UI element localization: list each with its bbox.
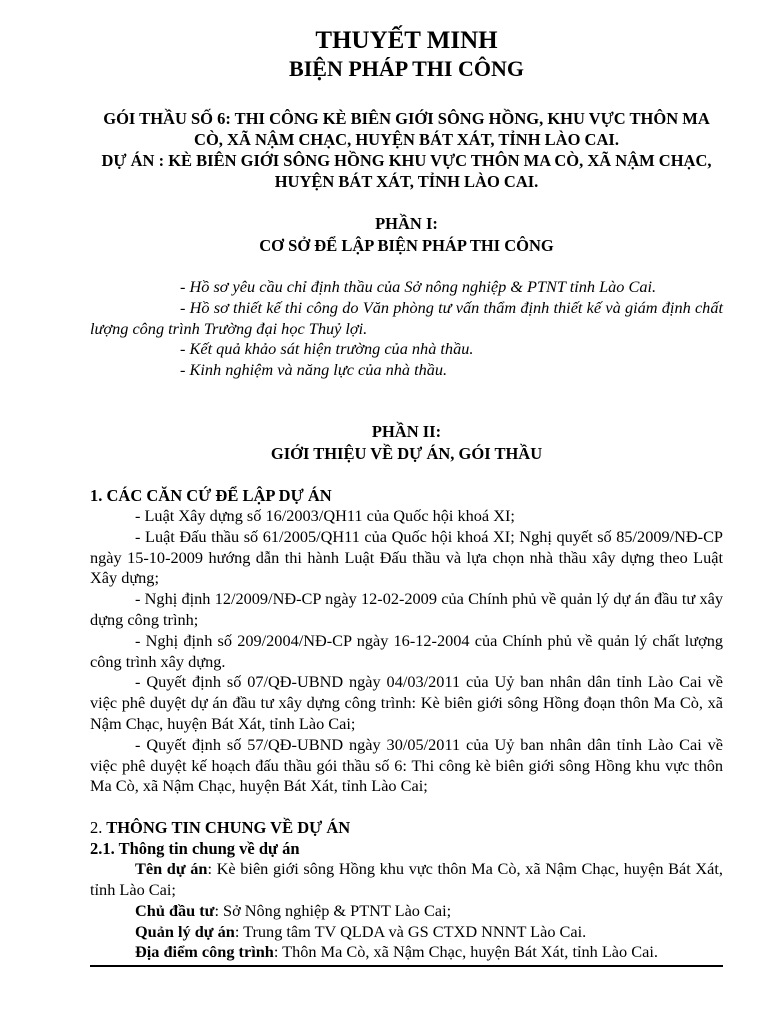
field-label: Tên dự án [135, 859, 208, 879]
list-item: - Luật Xây dựng số 16/2003/QH11 của Quốc hội khoá XI; [135, 505, 515, 525]
list-item: - Nghị định số 209/2004/NĐ-CP ngày 16-12-2004 của Chính phủ về quản lý chất lượng công trình xây dựng. [90, 630, 723, 671]
list-item: - Nghị định 12/2009/NĐ-CP ngày 12-02-2009 của Chính phủ về quản lý dự án đầu tư xây dựng công trình; [90, 589, 723, 629]
part2-label: PHẦN II: [371, 421, 442, 441]
field-value: : Sở Nông nghiệp & PTNT Lào Cai; [214, 900, 452, 920]
list-item: - Hồ sơ yêu cầu chỉ định thầu của Sở nông nghiệp & PTNT tỉnh Lào Cai. [180, 277, 657, 296]
list-item: - Quyết định số 57/QĐ-UBND ngày 30/05/2011 của Uỷ ban nhân dân tỉnh Lào Cai về việc phê duyệt kế hoạch đấu thầu gói thầu số 6: Thi công kè biên giới sông Hồng khu vực thôn Ma Cò, xã Nậm Chạc, huyện Bát Xát, tỉnh Lào Cai; [90, 734, 723, 796]
list-item: - Kết quả khảo sát hiện trường của nhà thầu. [180, 339, 474, 359]
part1-label: PHẦN I: [375, 214, 438, 233]
field-investor [90, 901, 723, 922]
field-management [90, 922, 723, 943]
list-item: - Kinh nghiệm và năng lực của nhà thầu. [180, 360, 448, 380]
section1-heading: 1. CÁC CĂN CỨ ĐỂ LẬP DỰ ÁN [90, 485, 332, 505]
part1-title: CƠ SỞ ĐỂ LẬP BIỆN PHÁP THI CÔNG [259, 236, 554, 255]
field-project-name [90, 859, 723, 901]
section2-title: THÔNG TIN CHUNG VỀ DỰ ÁN [106, 818, 351, 838]
field-label: Quản lý dự án [135, 921, 235, 941]
field-value: : Trung tâm TV QLDA và GS CTXD NNNT Lào Cai. [234, 921, 587, 941]
field-label: Chủ đầu tư [135, 900, 215, 920]
document-title: THUYẾT MINH [315, 27, 498, 54]
bases-list [90, 277, 723, 381]
part2-title: GIỚI THIỆU VỀ DỰ ÁN, GÓI THẦU [270, 443, 543, 463]
field-value: : Kè biên giới sông Hồng khu vực thôn Ma Cò, xã Nậm Chạc, huyện Bát Xát, tỉnh Lào Cai; [90, 859, 723, 899]
list-item: - Luật Đấu thầu số 61/2005/QH11 của Quốc hội khoá XI; Nghị quyết số 85/2009/NĐ-CP ngày 15-10-2009 hướng dẫn thi hành Luật Đấu thầu và lựa chọn nhà thầu xây dựng theo Luật Xây dựng; [90, 526, 723, 588]
list-item: - Quyết định số 07/QĐ-UBND ngày 04/03/2011 của Uỷ ban nhân dân tỉnh Lào Cai về việc phê duyệt dự án đầu tư xây dựng công trình: Kè biên giới sông Hồng đoạn thôn Ma Cò, xã Nậm Chạc, huyện Bát Xát, tỉnh Lào Cai; [90, 672, 723, 733]
list-item: - Hồ sơ thiết kế thi công do Văn phòng tư vấn thẩm định thiết kế và giám định chất lượng công trình Trường đại học Thuỷ lợi. [90, 297, 723, 338]
package-title: GÓI THẦU SỐ 6: THI CÔNG KÈ BIÊN GIỚI SÔNG HỒNG, KHU VỰC THÔN MA CÒ, XÃ NẬM CHẠC, HUYỆN BÁT XÁT, TỈNH LÀO CAI. [103, 109, 710, 149]
section2-1-heading: 2.1. Thông tin chung về dự án [90, 839, 300, 859]
document-subtitle: BIỆN PHÁP THI CÔNG [289, 56, 524, 81]
section1-list [90, 506, 723, 797]
field-location [90, 942, 723, 967]
section2-number: 2. [90, 818, 103, 838]
project-title: DỰ ÁN : KÈ BIÊN GIỚI SÔNG HỒNG KHU VỰC THÔN MA CÒ, XÃ NẬM CHẠC, HUYỆN BÁT XÁT, TỈNH LÀO CAI. [101, 151, 712, 191]
field-label: Địa điểm công trình [135, 942, 274, 962]
document-page [90, 26, 723, 967]
section2-heading [90, 817, 723, 838]
field-value: : Thôn Ma Cò, xã Nậm Chạc, huyện Bát Xát, tỉnh Lào Cai. [273, 942, 658, 962]
